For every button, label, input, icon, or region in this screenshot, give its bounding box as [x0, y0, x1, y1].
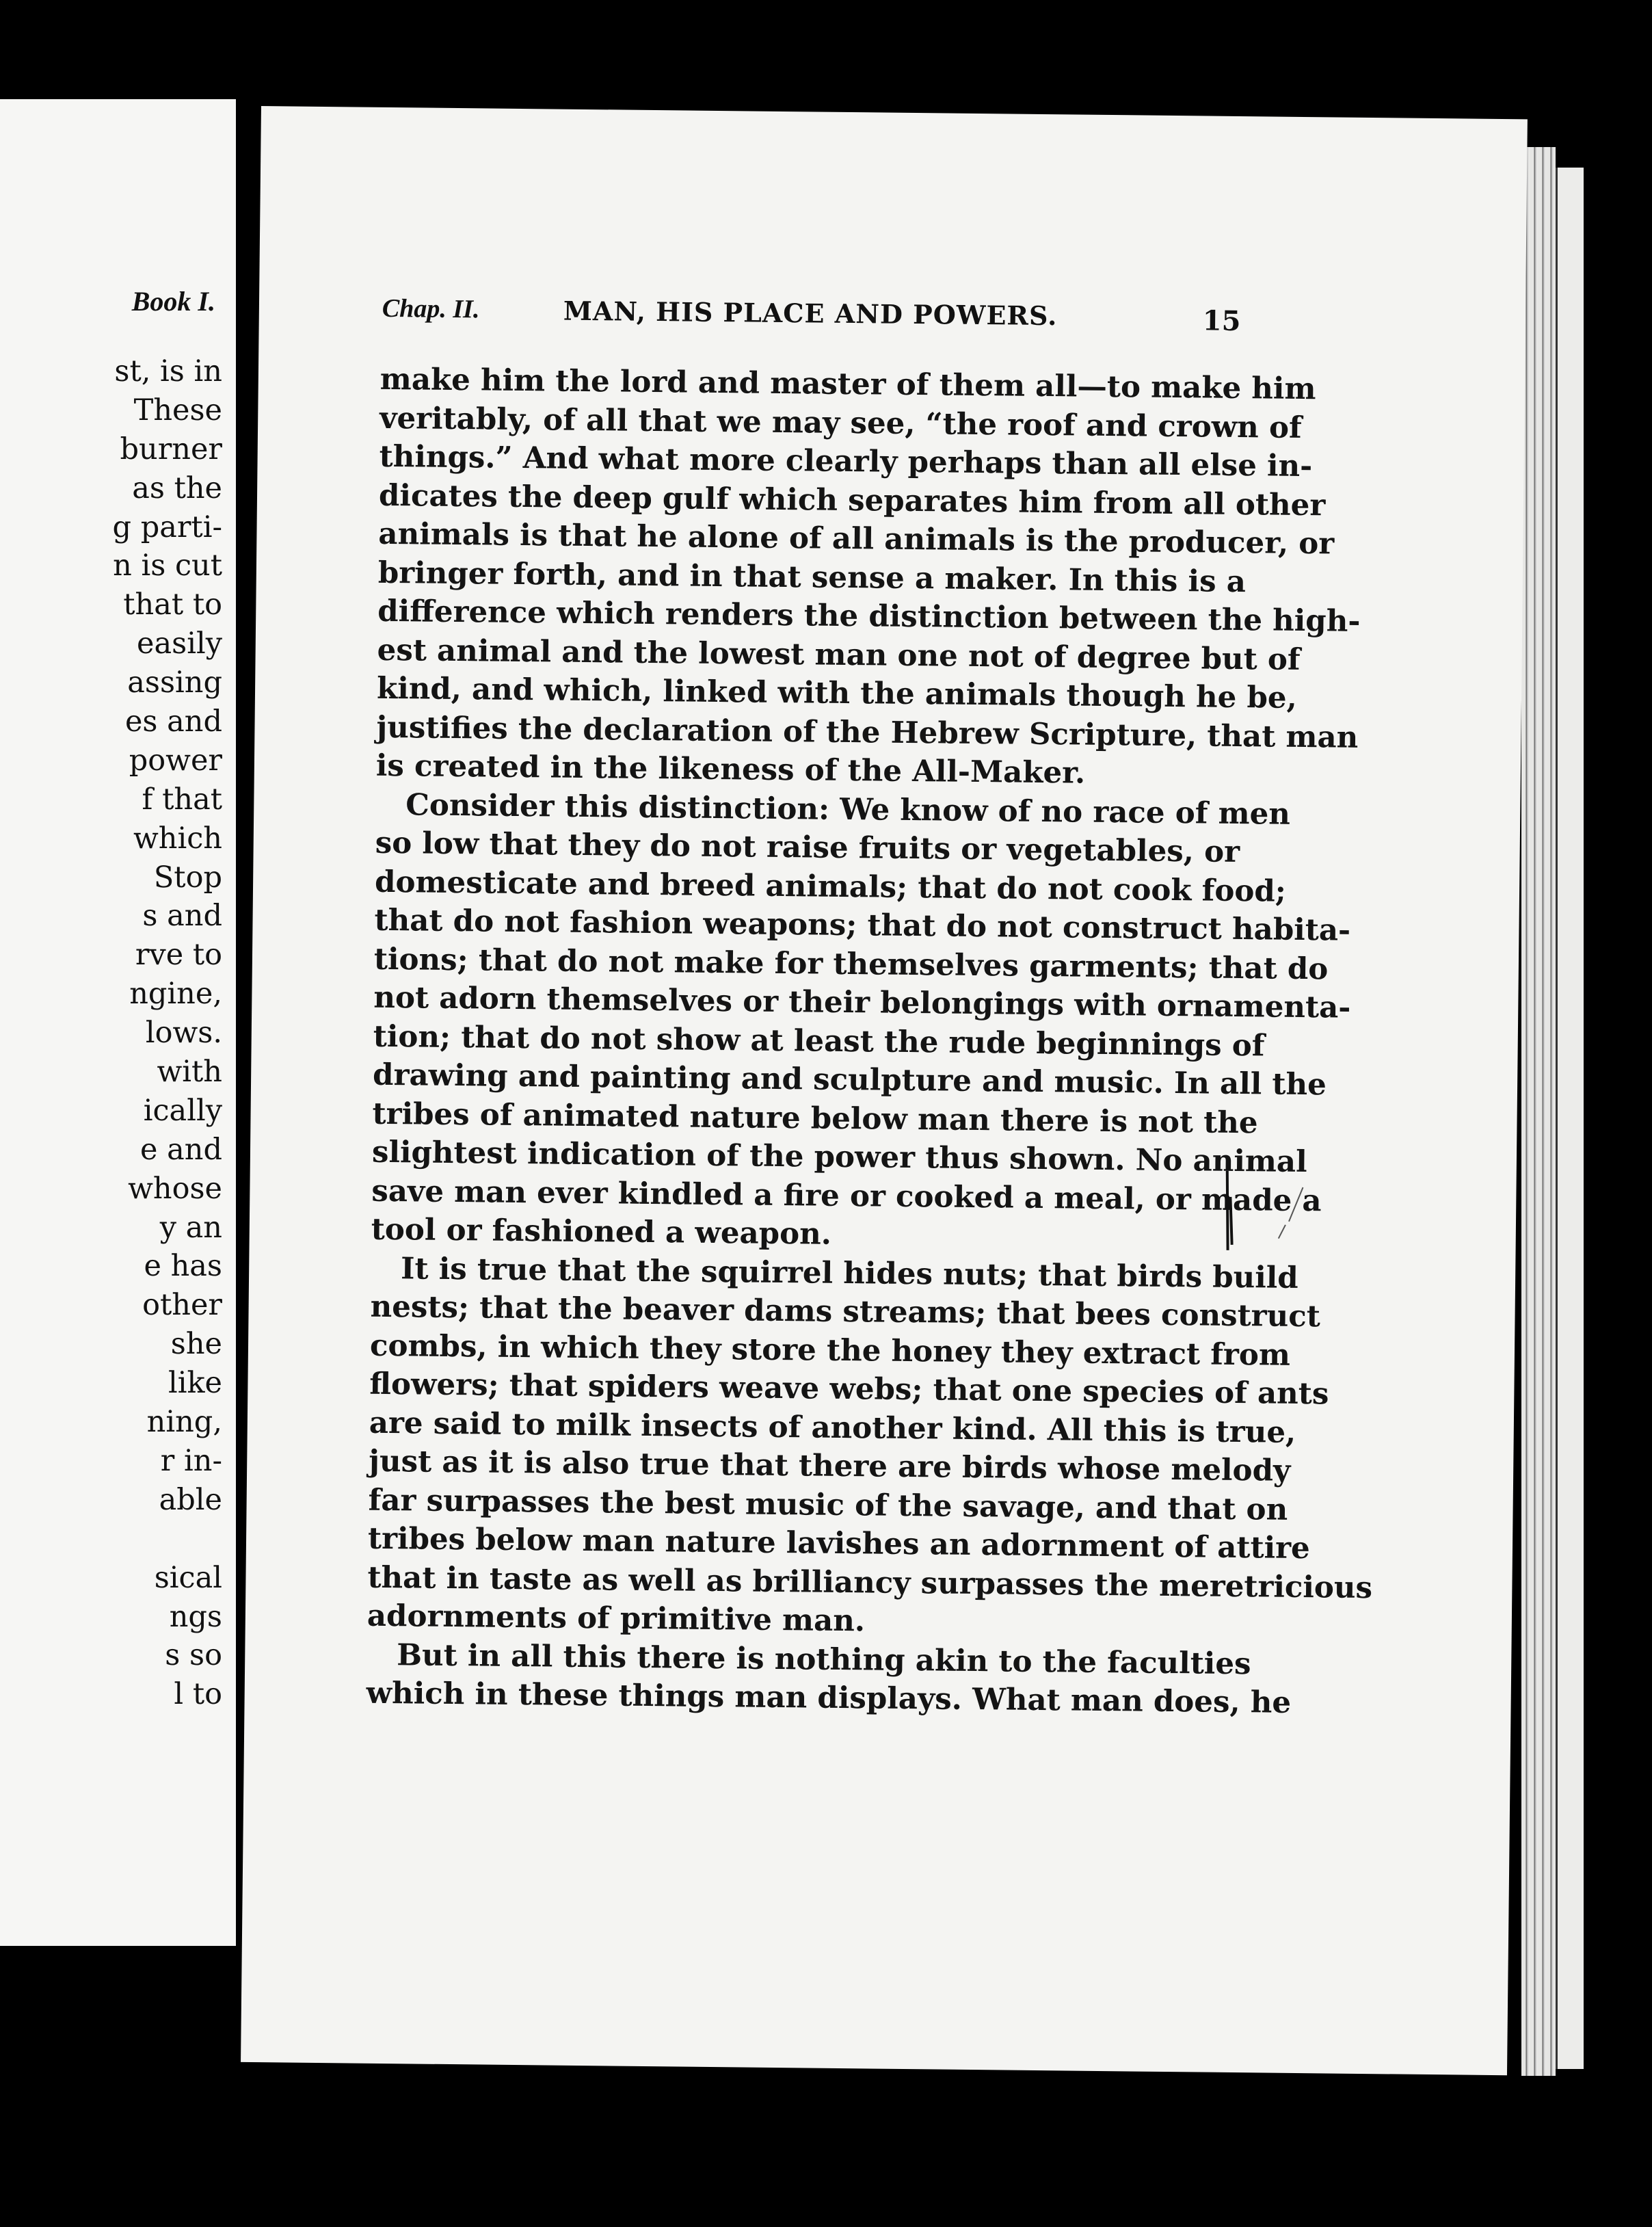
text-line: dicates the deep gulf which separates him from all other	[378, 477, 1326, 523]
left-line-fragment: lows.	[145, 1016, 222, 1051]
running-title: MAN, HIS PLACE AND POWERS.	[563, 295, 1058, 332]
left-line-fragment	[0, 1520, 222, 1559]
right-page	[241, 106, 1528, 2075]
text-line: difference which renders the distinction between the high-	[377, 593, 1361, 639]
text-line: tribes below man nature lavishes an adornment of attire	[367, 1520, 1311, 1566]
left-running-label: Book I.	[131, 286, 215, 317]
left-line-fragment: g parti-	[112, 510, 222, 544]
left-line-fragment: e has	[144, 1249, 222, 1284]
left-line-fragment: whose	[128, 1171, 222, 1206]
text-line: flowers; that spiders weave webs; that one species of ants	[369, 1366, 1329, 1412]
text-line: nests; that the beaver dams streams; that bees construct	[370, 1289, 1321, 1334]
left-line-fragment: which	[133, 821, 222, 856]
left-line-fragment: easily	[137, 627, 222, 661]
left-line-fragment: e and	[140, 1132, 222, 1167]
left-line-fragment: other	[142, 1288, 222, 1323]
text-line: bringer forth, and in that sense a maker. In this is a	[377, 555, 1247, 599]
text-line: But in all this there is nothing akin to the faculties	[397, 1637, 1251, 1681]
left-line-fragment: ngs	[169, 1599, 222, 1634]
body-text	[366, 360, 1373, 1722]
back-page-edge	[1556, 168, 1584, 2069]
text-line: animals is that he alone of all animals is the producer, or	[378, 516, 1335, 562]
left-line-fragment: n is cut	[113, 549, 222, 583]
left-line-fragment: Stop	[153, 860, 222, 895]
text-line: slightest indication of the power thus shown. No animal	[371, 1134, 1307, 1180]
text-line: things.” And what more clearly perhaps than all else in-	[379, 438, 1313, 484]
text-line: make him the lord and master of them all—to make him	[379, 361, 1316, 407]
left-line-fragment: with	[157, 1055, 222, 1090]
text-line: tribes of animated nature below man there is not the	[372, 1096, 1258, 1140]
text-line: tool or fashioned a weapon.	[371, 1211, 832, 1252]
text-line: tions; that do not make for themselves garments; that do	[373, 941, 1329, 986]
left-line-fragment: as the	[132, 471, 222, 505]
text-line: justifies the declaration of the Hebrew Scripture, that man	[376, 709, 1359, 755]
text-line: adornments of primitive man.	[367, 1598, 866, 1639]
text-line: that do not fashion weapons; that do not construct habita-	[374, 902, 1351, 948]
text-line: tion; that do not show at least the rude beginnings of	[373, 1018, 1265, 1063]
left-line-fragment: assing	[127, 666, 222, 700]
text-line: so low that they do not raise fruits or vegetables, or	[375, 825, 1240, 870]
left-line-fragment: s so	[165, 1638, 222, 1673]
left-line-fragment: ning,	[146, 1405, 222, 1440]
left-line-fragment: ically	[143, 1093, 222, 1128]
left-line-fragment: that to	[123, 588, 222, 622]
text-line: It is true that the squirrel hides nuts; that birds build	[400, 1250, 1299, 1295]
left-line-fragment: like	[168, 1366, 222, 1401]
text-line: is created in the likeness of the All-Maker.	[375, 748, 1086, 791]
text-line: which in these things man displays. What man does, he	[366, 1675, 1292, 1720]
left-page-text	[0, 352, 222, 1714]
left-line-fragment: es and	[124, 704, 222, 739]
text-line: Consider this distinction: We know of no race of men	[405, 787, 1291, 832]
running-chapter: Chap. II.	[382, 293, 480, 324]
text-line: just as it is also true that there are birds whose melody	[368, 1443, 1291, 1488]
left-line-fragment: sical	[154, 1560, 222, 1595]
left-line-fragment: ngine,	[129, 977, 222, 1012]
left-line-fragment: burner	[120, 432, 222, 466]
left-line-fragment: power	[129, 743, 222, 778]
pencil-mark	[1268, 1184, 1310, 1246]
left-line-fragment: l to	[174, 1677, 222, 1712]
left-line-fragment: able	[159, 1482, 222, 1517]
left-line-fragment: These	[133, 393, 222, 427]
text-line: combs, in which they store the honey they extract from	[369, 1328, 1291, 1373]
left-line-fragment: y an	[159, 1210, 222, 1245]
text-line: save man ever kindled a fire or cooked a meal, or made a	[371, 1173, 1322, 1218]
page-number: 15	[1202, 304, 1241, 338]
margin-bracket-mark	[1224, 1170, 1234, 1252]
left-line-fragment: she	[170, 1327, 222, 1362]
left-line-fragment: rve to	[135, 938, 222, 973]
text-line: domesticate and breed animals; that do not cook food;	[374, 864, 1287, 909]
text-line: veritably, of all that we may see, “the roof and crown of	[379, 400, 1302, 445]
running-header	[259, 292, 1526, 338]
left-facing-page	[0, 99, 236, 1946]
page-edges	[1521, 147, 1556, 2076]
text-line: est animal and the lowest man one not of degree but of	[377, 632, 1301, 677]
text-line: not adorn themselves or their belongings with ornamenta-	[373, 979, 1351, 1025]
left-line-fragment: s and	[142, 899, 222, 934]
text-line: drawing and painting and sculpture and music. In all the	[372, 1057, 1327, 1103]
text-line: that in taste as well as brilliancy surpasses the meretricious	[367, 1559, 1373, 1605]
text-line: far surpasses the best music of the savage, and that on	[368, 1482, 1288, 1527]
text-line: are said to milk insects of another kind. All this is true,	[369, 1405, 1296, 1450]
text-line: kind, and which, linked with the animals though he be,	[376, 670, 1298, 715]
left-line-fragment: r in-	[160, 1443, 222, 1478]
left-line-fragment: st, is in	[114, 354, 222, 388]
left-line-fragment: f that	[142, 782, 222, 817]
